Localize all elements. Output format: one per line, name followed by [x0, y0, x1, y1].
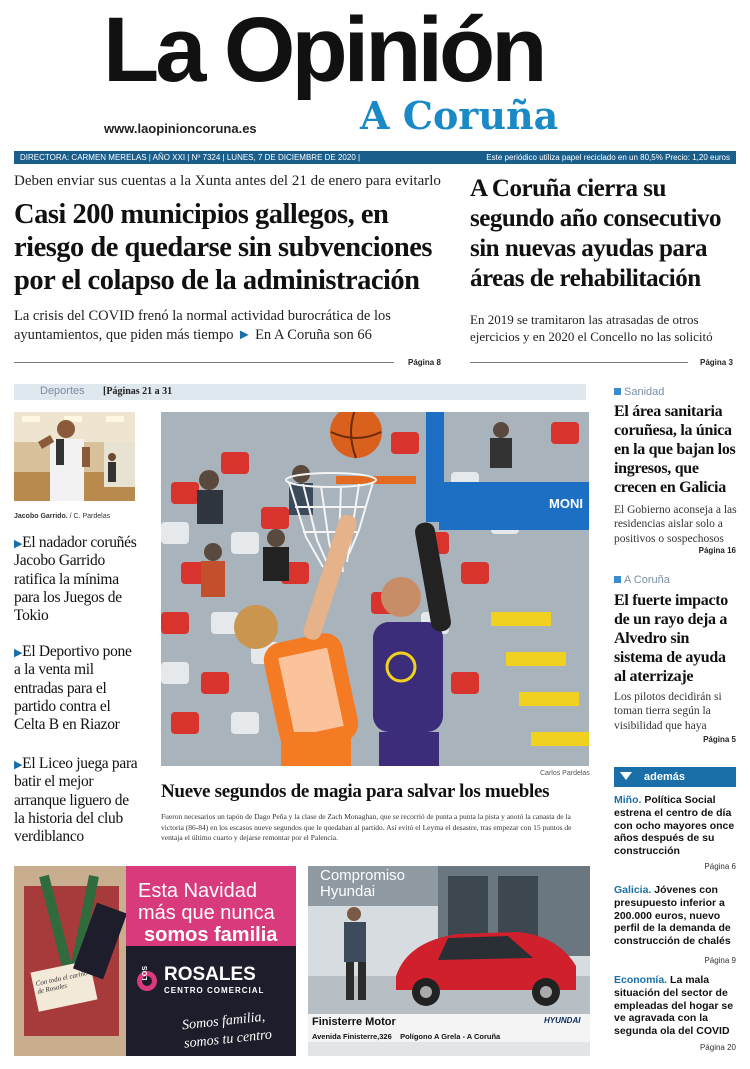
- section-label-text: A Coruña: [624, 574, 670, 586]
- square-bullet-icon: [614, 388, 621, 395]
- second-summary: En 2019 se tramitaron las atrasadas de otros ejercicios y en 2020 el Concello no las solicitó: [470, 312, 713, 345]
- ademas-page-ref: Página 9: [704, 956, 736, 965]
- lead-summary-tail: En A Coruña son 66: [255, 327, 372, 344]
- lead-page-ref: Página 8: [408, 358, 441, 367]
- rosales-brand: ROSALES: [164, 964, 256, 985]
- rosales-brand-sub: CENTRO COMERCIAL: [164, 986, 265, 995]
- triangle-right-icon: ▶: [14, 538, 23, 550]
- rosales-brand-prefix: LOS: [142, 966, 149, 981]
- ademas-page-ref: Página 20: [699, 1043, 736, 1052]
- swimmer-photo: [14, 412, 135, 501]
- edition-info-bar: [14, 151, 736, 164]
- brief-text: El Liceo juega para batir el mejor arranque liguero de la historia del club verdiblanco: [14, 755, 138, 846]
- ademas-item-lead: Galicia.: [614, 884, 652, 896]
- ademas-item-2[interactable]: [614, 884, 740, 948]
- sports-brief-1[interactable]: [14, 534, 138, 625]
- lead-summary: [14, 307, 454, 345]
- photo-credit-source: / C. Pardelas: [69, 513, 111, 520]
- hyundai-address: Avenida Finisterre,326 Polígono A Grela - A Coruña: [312, 1032, 501, 1041]
- rosales-line3: somos familia: [144, 924, 278, 946]
- basketball-photo: [161, 412, 589, 766]
- lead-headline[interactable]: Casi 200 municipios gallegos, en riesgo de quedarse sin subvenciones por el colapso de la administración: [14, 199, 432, 297]
- ademas-item-3[interactable]: [614, 974, 740, 1038]
- coruna-summary: Los pilotos decidirán si toman tierra según la visibilidad que haya: [614, 691, 722, 732]
- edition-info-right: Este periódico utiliza papel reciclado en un 80,5% Precio: 1,20 euros: [486, 153, 730, 162]
- masthead-city: A Coruña: [360, 93, 559, 138]
- ademas-page-ref: Página 6: [704, 862, 736, 871]
- ademas-item-text: Jóvenes con presupuesto inferior a 200.000 euros, nuevo perfil de la demanda de construcción de chalés: [614, 884, 731, 948]
- ademas-item-text: Política Social estrena el centro de día con ocho mayores once años después de su construcción: [614, 794, 735, 858]
- ademas-item-lead: Economía.: [614, 974, 668, 986]
- edition-info-left: DIRECTORA: CARMEN MERELAS | AÑO XXI | Nº 7324 | LUNES, 7 DE DICIEMBRE DE 2020 |: [20, 153, 361, 162]
- ademas-item-text: La mala situación del sector de empleadas del hogar se ve agravada con la segunda ola del COVID: [614, 974, 734, 1038]
- section-label-text: Sanidad: [624, 386, 665, 398]
- coruna-page-ref: Página 5: [703, 735, 736, 744]
- sports-pages: [Páginas 21 a 31: [103, 386, 173, 397]
- photo-credit-name: Jacobo Garrido.: [14, 513, 68, 520]
- sanidad-summary: El Gobierno aconseja a las residencias aislar solo a positivos o sospechosos: [614, 504, 737, 545]
- coruna-headline[interactable]: El fuerte impacto de un rayo deja a Alvedro sin sistema de ayuda al aterrizaje: [614, 592, 728, 685]
- hyundai-dealer: Finisterre Motor: [312, 1016, 396, 1028]
- lead-kicker: Deben enviar sus cuentas a la Xunta antes del 21 de enero para evitarlo: [14, 173, 441, 189]
- ademas-header: además: [614, 767, 736, 787]
- rosales-slogan1: Somos familia,: [181, 1009, 266, 1034]
- second-headline[interactable]: A Coruña cierra su segundo año consecutivo sin nuevas ayudas para áreas de rehabilitación: [470, 175, 722, 292]
- second-page-ref: Página 3: [700, 358, 733, 367]
- square-bullet-icon: [614, 576, 621, 583]
- sanidad-page-ref: Página 16: [698, 546, 736, 555]
- triangle-right-icon: ▶: [14, 759, 23, 771]
- hyundai-advertisement[interactable]: [308, 866, 590, 1056]
- divider: [470, 362, 688, 363]
- main-photo-text: Fueron necesarios un tapón de Dago Peña y la clase de Zach Monaghan, que se recorrió de punta a punta la pista y anotó la canasta de la victoria (86-84) en los escasos nueve segundos que le quedaban al partido. Así evitó el Leyma el desastre, tras empezar con 15 puntos de ventaja el último cuarto y dejarse remontar por el Palencia.: [161, 812, 572, 842]
- triangle-down-icon: [620, 772, 632, 780]
- main-photo-headline[interactable]: Nueve segundos de magia para salvar los muebles: [161, 781, 550, 802]
- hyundai-title2: Hyundai: [320, 883, 376, 900]
- main-photo-credit: Carlos Pardelas: [540, 770, 590, 777]
- ademas-item-lead: Miño.: [614, 794, 642, 806]
- lead-summary-text: La crisis del COVID frenó la normal actividad burocrática de los ayuntamientos, que piden más tiempo: [14, 308, 391, 344]
- section-label-coruna[interactable]: [614, 574, 670, 586]
- sanidad-headline[interactable]: El área sanitaria coruñesa, la única en la que bajan los ingresos, que crecen en Galicia: [614, 403, 736, 496]
- sports-section-band: [14, 384, 586, 400]
- ademas-item-1[interactable]: [614, 794, 740, 858]
- rosales-advertisement[interactable]: [14, 866, 296, 1056]
- section-label-sanidad[interactable]: [614, 386, 664, 398]
- divider: [14, 362, 394, 363]
- brief-text: El Deportivo pone a la venta mil entradas para el partido contra el Celta B en Riazor: [14, 643, 132, 734]
- masthead-title: La Opinión: [103, 0, 544, 101]
- rosales-line2: más que nunca: [138, 902, 275, 924]
- hyundai-logo: HYUNDAI: [544, 1016, 581, 1025]
- triangle-right-icon: ▶: [14, 647, 23, 659]
- hyundai-title1: Compromiso: [320, 867, 406, 884]
- sports-section-label[interactable]: Deportes: [40, 385, 85, 397]
- arrow-icon: ►: [237, 327, 252, 344]
- sports-brief-2[interactable]: [14, 643, 138, 734]
- rosales-tag-text: Con todo el cariño de Rosales: [34, 969, 89, 996]
- masthead-url[interactable]: www.laopinioncoruna.es: [104, 121, 257, 136]
- brief-text: El nadador coruñés Jacobo Garrido ratifica la mínima para los Juegos de Tokio: [14, 534, 137, 625]
- rosales-line1: Esta Navidad: [138, 880, 257, 902]
- sports-brief-3[interactable]: [14, 755, 138, 846]
- rosales-slogan2: somos tu centro: [183, 1027, 273, 1052]
- swimmer-photo-credit: [14, 513, 110, 520]
- banner-text: MONI: [549, 496, 583, 511]
